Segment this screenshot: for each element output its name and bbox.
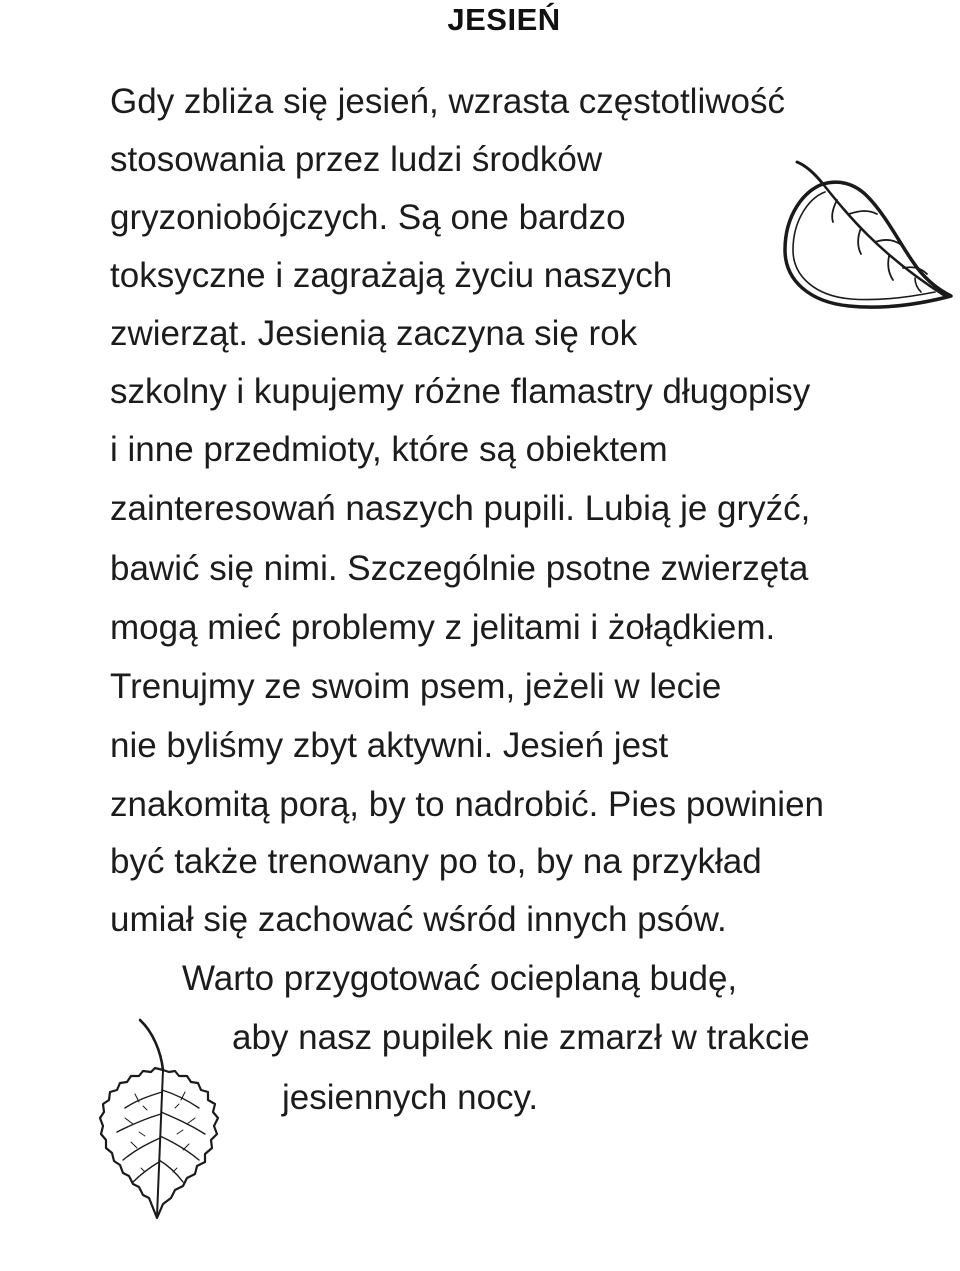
text-line: Gdy zbliża się jesień, wzrasta częstotliwość — [110, 82, 785, 121]
text-line: aby nasz pupilek nie zmarzł w trakcie — [232, 1018, 810, 1057]
text-line: Trenujmy ze swoim psem, jeżeli w lecie — [110, 667, 722, 706]
text-line: znakomitą porą, by to nadrobić. Pies powinien — [110, 785, 825, 824]
text-line: i inne przedmioty, które są obiektem — [110, 430, 668, 469]
text-line: Warto przygotować ocieplaną budę, — [182, 959, 738, 998]
leaf-icon — [775, 150, 955, 322]
text-line: zwierząt. Jesienią zaczyna się rok — [110, 314, 638, 353]
text-line: gryzoniobójczych. Są one bardzo — [110, 198, 626, 237]
text-line: zainteresowań naszych pupili. Lubią je gryźć, — [110, 489, 811, 528]
text-line: jesiennych nocy. — [282, 1078, 539, 1117]
page-title: JESIEŃ — [447, 2, 561, 37]
text-line: mogą mieć problemy z jelitami i żołądkiem. — [110, 608, 776, 647]
text-line: być także trenowany po to, by na przykład — [110, 842, 762, 881]
text-line: nie byliśmy zbyt aktywni. Jesień jest — [110, 726, 669, 765]
text-line: szkolny i kupujemy różne flamastry długopisy — [110, 372, 811, 411]
text-line: bawić się nimi. Szczególnie psotne zwierzęta — [110, 549, 809, 588]
birch-leaf-icon — [95, 1012, 225, 1224]
text-line: umiał się zachować wśród innych psów. — [110, 900, 727, 939]
text-line: stosowania przez ludzi środków — [110, 140, 603, 179]
text-line: toksyczne i zagrażają życiu naszych — [110, 256, 673, 295]
